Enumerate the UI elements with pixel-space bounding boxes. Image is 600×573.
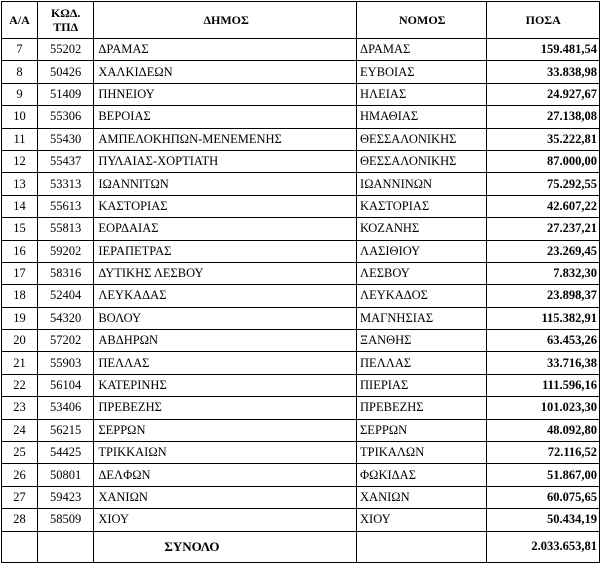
cell-nomos: ΜΑΓΝΗΣΙΑΣ — [357, 307, 487, 329]
table-row — [2, 150, 600, 172]
cell-code: 56104 — [38, 374, 94, 396]
table-row — [2, 173, 600, 195]
cell-dimos: ΒΕΡΟΙΑΣ — [94, 106, 357, 128]
cell-nomos: ΛΕΣΒΟΥ — [357, 262, 487, 284]
cell-posa: 42.607,22 — [487, 195, 600, 217]
cell-posa: 60.075,65 — [487, 486, 600, 508]
header-code-line2: ΤΠΔ — [53, 20, 79, 34]
cell-nomos: ΠΕΛΛΑΣ — [357, 352, 487, 374]
cell-aa: 12 — [2, 150, 38, 172]
cell-dimos: ΔΡΑΜΑΣ — [94, 39, 357, 61]
cell-code: 59202 — [38, 240, 94, 262]
table-row — [2, 240, 600, 262]
cell-nomos: ΤΡΙΚΑΛΩΝ — [357, 442, 487, 464]
cell-posa: 63.453,26 — [487, 330, 600, 352]
cell-dimos: ΛΕΥΚΑΔΑΣ — [94, 285, 357, 307]
cell-code: 54320 — [38, 307, 94, 329]
table-row — [2, 106, 600, 128]
cell-dimos: ΠΡΕΒΕΖΗΣ — [94, 397, 357, 419]
cell-code: 53313 — [38, 173, 94, 195]
header-aa: Α/Α — [2, 2, 38, 39]
cell-dimos: ΠΥΛΑΙΑΣ-ΧΟΡΤΙΑΤΗ — [94, 150, 357, 172]
cell-nomos: ΧΙΟΥ — [357, 509, 487, 531]
cell-dimos: ΣΕΡΡΩΝ — [94, 419, 357, 441]
cell-aa: 17 — [2, 262, 38, 284]
table-row — [2, 285, 600, 307]
funding-table — [1, 1, 600, 563]
table-row — [2, 128, 600, 150]
table-row — [2, 218, 600, 240]
cell-dimos: ΧΙΟΥ — [94, 509, 357, 531]
cell-aa: 11 — [2, 128, 38, 150]
cell-nomos: ΚΑΣΤΟΡΙΑΣ — [357, 195, 487, 217]
cell-posa: 111.596,16 — [487, 374, 600, 396]
cell-aa: 25 — [2, 442, 38, 464]
header-posa: ΠΟΣΑ — [487, 2, 600, 39]
cell-dimos: ΙΩΑΝΝΙΤΩΝ — [94, 173, 357, 195]
cell-posa: 23.898,37 — [487, 285, 600, 307]
cell-code: 54425 — [38, 442, 94, 464]
table-row — [2, 39, 600, 61]
cell-posa: 51.867,00 — [487, 464, 600, 486]
cell-dimos: ΠΗΝΕΙΟΥ — [94, 83, 357, 105]
total-empty-cell — [38, 531, 94, 562]
cell-nomos: ΛΑΣΙΘΙΟΥ — [357, 240, 487, 262]
cell-nomos: ΚΟΖΑΝΗΣ — [357, 218, 487, 240]
table-row — [2, 195, 600, 217]
table-row — [2, 330, 600, 352]
cell-dimos: ΒΟΛΟΥ — [94, 307, 357, 329]
cell-posa: 27.138,08 — [487, 106, 600, 128]
cell-posa: 48.092,80 — [487, 419, 600, 441]
cell-dimos: ΑΜΠΕΛΟΚΗΠΩΝ-ΜΕΝΕΜΕΝΗΣ — [94, 128, 357, 150]
table-row — [2, 262, 600, 284]
cell-posa: 72.116,52 — [487, 442, 600, 464]
cell-posa: 33.838,98 — [487, 61, 600, 83]
cell-nomos: ΛΕΥΚΑΔΟΣ — [357, 285, 487, 307]
cell-posa: 33.716,38 — [487, 352, 600, 374]
cell-aa: 21 — [2, 352, 38, 374]
cell-code: 53406 — [38, 397, 94, 419]
cell-aa: 27 — [2, 486, 38, 508]
cell-nomos: ΣΕΡΡΩΝ — [357, 419, 487, 441]
table-row — [2, 374, 600, 396]
cell-posa: 75.292,55 — [487, 173, 600, 195]
cell-code: 57202 — [38, 330, 94, 352]
total-value: 2.033.653,81 — [487, 531, 600, 562]
table-row — [2, 486, 600, 508]
table-row — [2, 352, 600, 374]
table-row — [2, 397, 600, 419]
cell-nomos: ΧΑΝΙΩΝ — [357, 486, 487, 508]
cell-code: 59423 — [38, 486, 94, 508]
cell-code: 52404 — [38, 285, 94, 307]
cell-posa: 7.832,30 — [487, 262, 600, 284]
cell-posa: 159.481,54 — [487, 39, 600, 61]
cell-dimos: ΚΑΤΕΡΙΝΗΣ — [94, 374, 357, 396]
cell-posa: 87.000,00 — [487, 150, 600, 172]
cell-aa: 28 — [2, 509, 38, 531]
cell-code: 58509 — [38, 509, 94, 531]
cell-nomos: ΦΩΚΙΔΑΣ — [357, 464, 487, 486]
cell-code: 55430 — [38, 128, 94, 150]
cell-nomos: ΠΙΕΡΙΑΣ — [357, 374, 487, 396]
cell-aa: 13 — [2, 173, 38, 195]
cell-dimos: ΚΑΣΤΟΡΙΑΣ — [94, 195, 357, 217]
table-row — [2, 61, 600, 83]
table-row — [2, 307, 600, 329]
cell-dimos: ΔΕΛΦΩΝ — [94, 464, 357, 486]
cell-nomos: ΙΩΑΝΝΙΝΩΝ — [357, 173, 487, 195]
cell-aa: 16 — [2, 240, 38, 262]
cell-aa: 14 — [2, 195, 38, 217]
cell-code: 56215 — [38, 419, 94, 441]
cell-posa: 101.023,30 — [487, 397, 600, 419]
cell-nomos: ΕΥΒΟΙΑΣ — [357, 61, 487, 83]
cell-dimos: ΤΡΙΚΚΑΙΩΝ — [94, 442, 357, 464]
header-code — [38, 2, 94, 39]
cell-posa: 50.434,19 — [487, 509, 600, 531]
table-header-row — [2, 2, 600, 39]
cell-nomos: ΘΕΣΣΑΛΟΝΙΚΗΣ — [357, 128, 487, 150]
table-row — [2, 83, 600, 105]
cell-aa: 22 — [2, 374, 38, 396]
cell-aa: 15 — [2, 218, 38, 240]
cell-posa: 24.927,67 — [487, 83, 600, 105]
cell-aa: 8 — [2, 61, 38, 83]
cell-dimos: ΧΑΝΙΩΝ — [94, 486, 357, 508]
cell-aa: 26 — [2, 464, 38, 486]
header-dimos: ΔΗΜΟΣ — [94, 2, 357, 39]
cell-aa: 23 — [2, 397, 38, 419]
cell-posa: 27.237,21 — [487, 218, 600, 240]
table-row — [2, 509, 600, 531]
cell-dimos: ΑΒΔΗΡΩΝ — [94, 330, 357, 352]
cell-aa: 18 — [2, 285, 38, 307]
header-nomos: ΝΟΜΟΣ — [357, 2, 487, 39]
cell-aa: 9 — [2, 83, 38, 105]
cell-code: 55613 — [38, 195, 94, 217]
cell-posa: 35.222,81 — [487, 128, 600, 150]
table-row — [2, 464, 600, 486]
cell-code: 51409 — [38, 83, 94, 105]
cell-code: 55202 — [38, 39, 94, 61]
cell-dimos: ΙΕΡΑΠΕΤΡΑΣ — [94, 240, 357, 262]
cell-nomos: ΞΑΝΘΗΣ — [357, 330, 487, 352]
total-empty-cell — [357, 531, 487, 562]
cell-code: 58316 — [38, 262, 94, 284]
table-row — [2, 442, 600, 464]
cell-posa: 23.269,45 — [487, 240, 600, 262]
cell-nomos: ΗΛΕΙΑΣ — [357, 83, 487, 105]
cell-dimos: ΧΑΛΚΙΔΕΩΝ — [94, 61, 357, 83]
cell-aa: 20 — [2, 330, 38, 352]
cell-posa: 115.382,91 — [487, 307, 600, 329]
cell-aa: 24 — [2, 419, 38, 441]
cell-code: 50801 — [38, 464, 94, 486]
cell-dimos: ΕΟΡΔΑΙΑΣ — [94, 218, 357, 240]
cell-dimos: ΔΥΤΙΚΗΣ ΛΕΣΒΟΥ — [94, 262, 357, 284]
cell-code: 55306 — [38, 106, 94, 128]
cell-nomos: ΗΜΑΘΙΑΣ — [357, 106, 487, 128]
cell-code: 50426 — [38, 61, 94, 83]
cell-nomos: ΠΡΕΒΕΖΗΣ — [357, 397, 487, 419]
total-row — [2, 531, 600, 562]
table-row — [2, 419, 600, 441]
total-empty-cell — [2, 531, 38, 562]
cell-dimos: ΠΕΛΛΑΣ — [94, 352, 357, 374]
cell-aa: 7 — [2, 39, 38, 61]
total-label: ΣΥΝΟΛΟ — [94, 531, 357, 562]
header-code-line1: ΚΩΔ. — [50, 6, 81, 20]
cell-nomos: ΘΕΣΣΑΛΟΝΙΚΗΣ — [357, 150, 487, 172]
cell-aa: 19 — [2, 307, 38, 329]
cell-code: 55813 — [38, 218, 94, 240]
cell-code: 55437 — [38, 150, 94, 172]
cell-nomos: ΔΡΑΜΑΣ — [357, 39, 487, 61]
cell-aa: 10 — [2, 106, 38, 128]
cell-code: 55903 — [38, 352, 94, 374]
